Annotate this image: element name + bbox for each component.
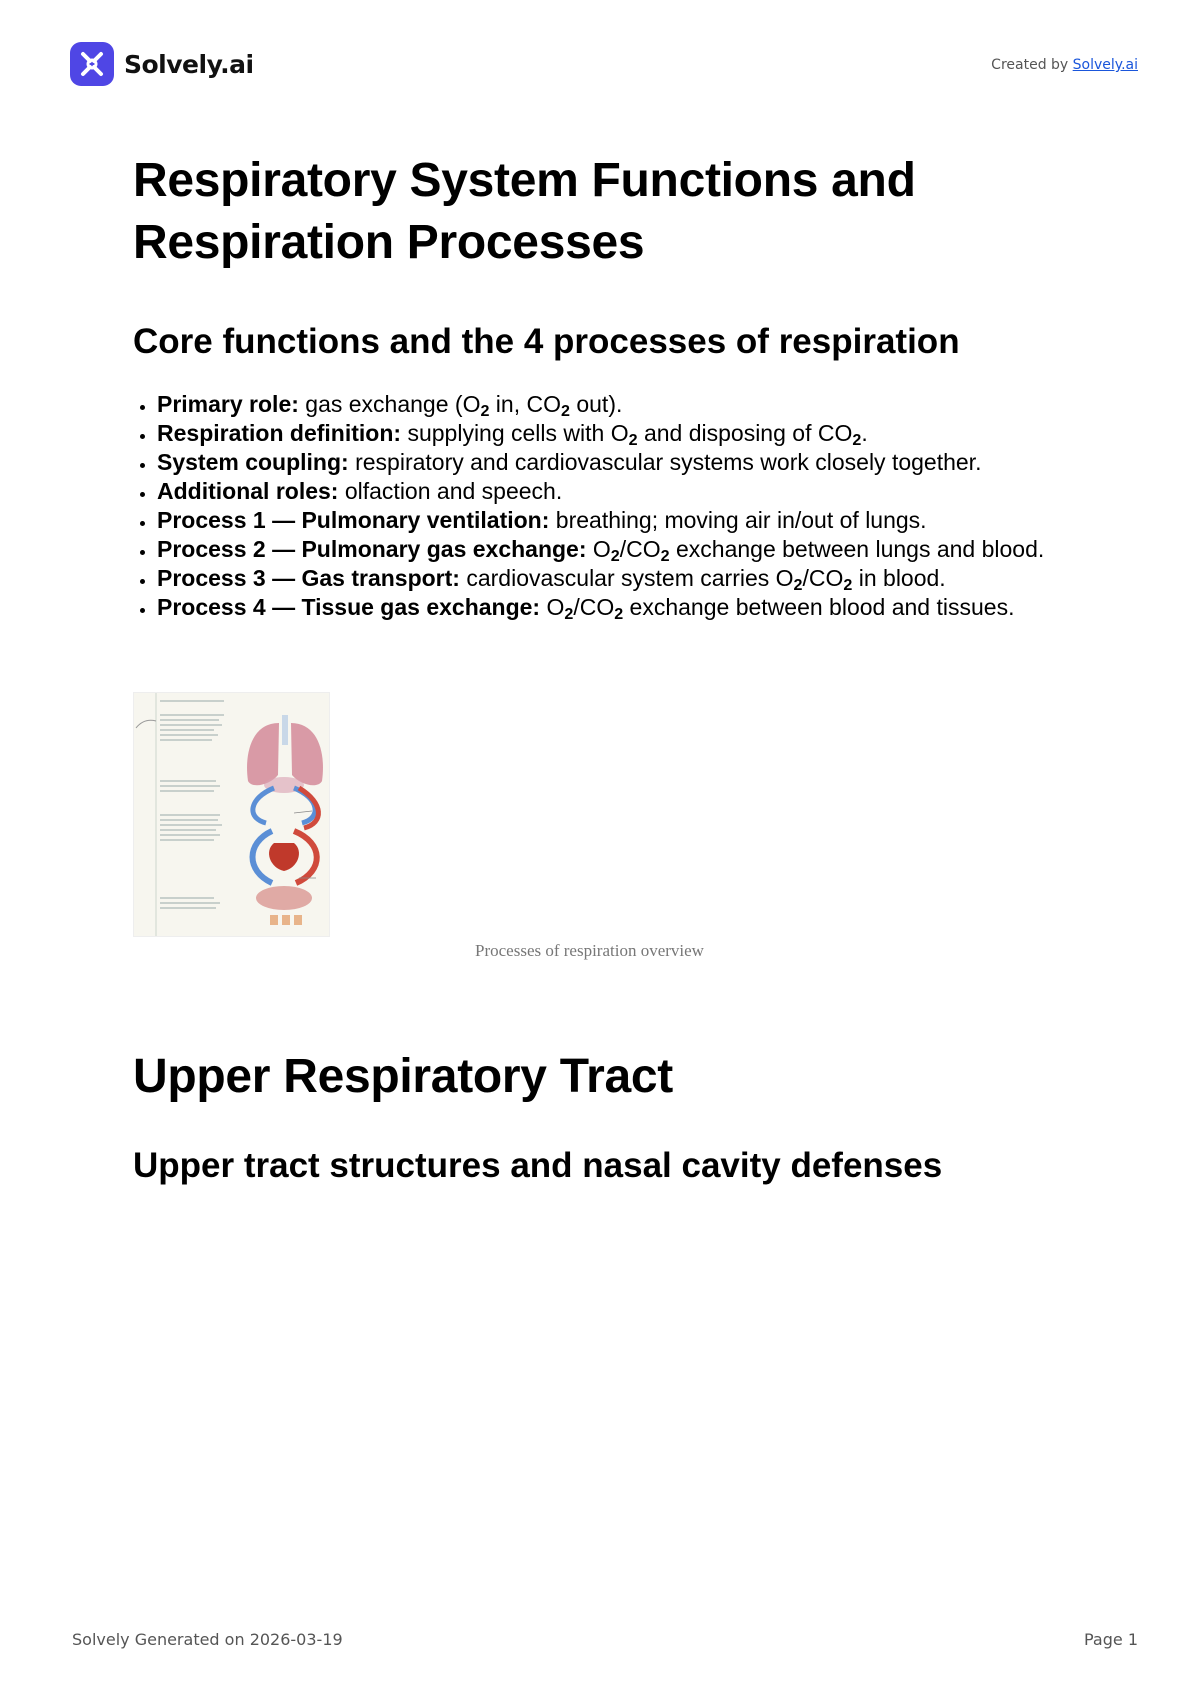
page-title: Respiratory System Functions and Respiration Processes <box>133 154 916 269</box>
list-item-text: breathing; moving air in/out of lungs. <box>555 507 927 533</box>
subscript: 2 <box>843 576 853 595</box>
list-item <box>157 535 1063 564</box>
section-heading-core-functions: Core functions and the 4 processes of respiration <box>133 322 960 361</box>
list-item-text: in, CO <box>489 391 561 417</box>
list-item-text: out). <box>569 391 623 417</box>
respiration-diagram-image <box>133 692 330 937</box>
subscript: 2 <box>660 547 670 566</box>
list-item <box>157 448 1063 477</box>
list-item-text: /CO <box>619 536 661 562</box>
list-item-text: gas exchange (O <box>305 391 481 417</box>
list-item <box>157 506 1063 535</box>
list-item-text: /CO <box>802 565 844 591</box>
list-item-text: olfaction and speech. <box>344 478 563 504</box>
section-title-upper-respiratory-tract: Upper Respiratory Tract <box>133 1050 673 1103</box>
subscript: 2 <box>610 547 620 566</box>
list-item-label: Process 3 — Gas transport: <box>157 565 460 591</box>
footer-generated: Solvely Generated on 2026-03-19 <box>72 1630 343 1649</box>
section-heading-upper-tract: Upper tract structures and nasal cavity defenses <box>133 1146 943 1185</box>
subscript: 2 <box>561 402 570 421</box>
solvely-logo-icon <box>70 42 114 86</box>
list-item-text: in blood. <box>852 565 946 591</box>
list-item-label: Respiration definition: <box>157 420 402 446</box>
list-item-text: . <box>861 420 868 446</box>
subscript: 2 <box>480 402 490 421</box>
list-item <box>157 419 1063 448</box>
list-item-text: exchange between lungs and blood. <box>669 536 1045 562</box>
list-item-label: Process 2 — Pulmonary gas exchange: <box>157 536 587 562</box>
list-item-label: System coupling: <box>157 449 349 475</box>
respiration-figure <box>133 692 1063 962</box>
created-by-prefix: Created by <box>991 57 1073 73</box>
subscript: 2 <box>793 576 803 595</box>
footer-page-number: Page 1 <box>1084 1630 1138 1649</box>
created-by <box>991 57 1138 73</box>
document-content <box>133 150 1063 1188</box>
list-item-text: supplying cells with O <box>407 420 629 446</box>
list-item-text: O <box>546 594 565 620</box>
list-item <box>157 593 1063 622</box>
list-item-text: and disposing of CO <box>637 420 853 446</box>
list-item-text: /CO <box>573 594 615 620</box>
subscript: 2 <box>628 431 638 450</box>
list-item-text: respiratory and cardiovascular systems work closely together. <box>355 449 982 475</box>
bullet-list <box>133 390 1063 622</box>
list-item <box>157 564 1063 593</box>
list-item-text: exchange between blood and tissues. <box>623 594 1015 620</box>
list-item-label: Primary role: <box>157 391 299 417</box>
list-item-text: O <box>592 536 611 562</box>
solvely-link[interactable]: Solvely.ai <box>1072 57 1138 73</box>
list-item-label: Process 4 — Tissue gas exchange: <box>157 594 541 620</box>
subscript: 2 <box>614 605 624 624</box>
list-item-text: cardiovascular system carries O <box>466 565 794 591</box>
header-logo <box>70 42 254 86</box>
subscript: 2 <box>852 431 862 450</box>
list-item <box>157 390 1063 419</box>
list-item-label: Additional roles: <box>157 478 339 504</box>
figure-caption: Processes of respiration overview <box>475 941 704 960</box>
subscript: 2 <box>564 605 574 624</box>
list-item-label: Process 1 — Pulmonary ventilation: <box>157 507 550 533</box>
logo-text: Solvely.ai <box>124 49 254 79</box>
list-item <box>157 477 1063 506</box>
